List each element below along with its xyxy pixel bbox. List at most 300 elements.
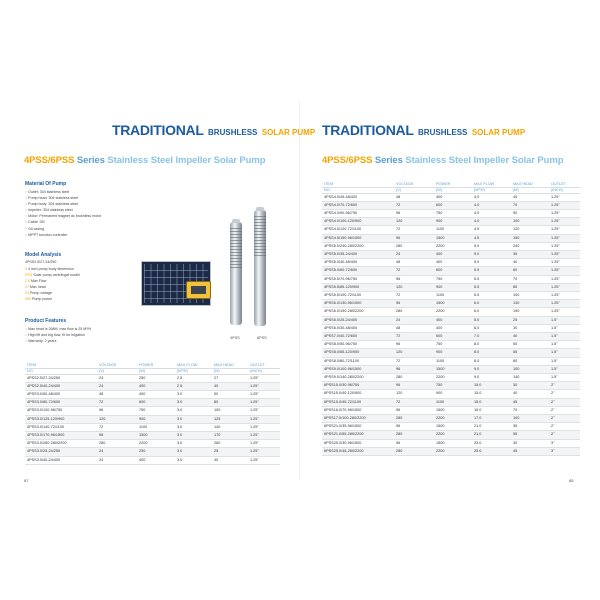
table-cell: 5.0 <box>472 242 511 250</box>
table-cell: 96 <box>394 341 434 349</box>
table-cell: 4.0 <box>472 210 511 218</box>
table-cell: 5.5 <box>472 283 511 291</box>
table-cell: 4PSS6.0/190-280/2200 <box>322 308 394 316</box>
table-cell: 4PSS9.0/100-96/1500 <box>322 365 394 373</box>
table-cell: 4PSS5.5/85-120/900 <box>322 283 394 291</box>
table-row <box>25 382 280 390</box>
table-cell: 900 <box>434 218 472 226</box>
column-unit: (W) <box>434 187 472 193</box>
table-cell: 72 <box>97 399 137 407</box>
table-cell: 120 <box>511 226 549 234</box>
model-code: 250 <box>25 297 31 302</box>
table-cell: 21.0 <box>472 431 511 439</box>
table-cell: 70 <box>511 275 549 283</box>
series-subtitle <box>24 155 265 166</box>
table-cell: 400 <box>434 193 472 201</box>
table-row <box>322 415 580 423</box>
subtitle-series: Series <box>374 155 403 166</box>
table-row <box>322 423 580 431</box>
table-cell: 24 <box>97 448 137 456</box>
page-number: 87 <box>24 478 29 483</box>
table-cell: 400 <box>434 324 472 332</box>
table-cell: 240 <box>511 242 549 250</box>
features-heading: Product Features <box>25 318 67 324</box>
table-cell: 30 <box>511 382 549 390</box>
table-cell: 1.25" <box>248 432 280 440</box>
table-cell: 1.5" <box>549 324 580 332</box>
table-row <box>25 432 280 440</box>
material-item: ○ Impeller: 304 stainless steel <box>25 207 101 213</box>
table-row <box>322 406 580 414</box>
table-row <box>322 201 580 209</box>
table-cell: 750 <box>434 341 472 349</box>
table-cell: 4PSS2.5/40-24/400 <box>25 382 97 390</box>
table-cell: 96 <box>97 407 137 415</box>
table-cell: 4PSS5.0/40-48/400 <box>322 259 394 267</box>
table-row <box>322 218 580 226</box>
table-cell: 6PSS25.0/30-96/1500 <box>322 439 394 447</box>
table-cell: 15.0 <box>472 382 511 390</box>
table-cell: 25.0 <box>472 447 511 455</box>
table-row <box>322 324 580 332</box>
table-cell: 250 <box>137 448 175 456</box>
table-cell: 1.25" <box>248 407 280 415</box>
table-cell: 1100 <box>137 423 175 431</box>
table-cell: 1.25" <box>248 415 280 423</box>
pump-label-6pss: 6PSS <box>257 336 267 340</box>
table-cell: 1.25" <box>248 423 280 431</box>
table-cell: 140 <box>511 374 549 382</box>
table-cell: 72 <box>394 357 434 365</box>
table-cell: 6.0 <box>472 308 511 316</box>
table-cell: 1.25" <box>248 382 280 390</box>
model-code: PSS <box>25 273 33 278</box>
column-unit: NO. <box>25 368 97 374</box>
table-cell: 2200 <box>434 431 472 439</box>
table-cell: 4PSS4.0/90-96/750 <box>322 210 394 218</box>
column-header: MAX FLOW <box>175 363 212 368</box>
table-cell: 280 <box>394 431 434 439</box>
right-page <box>300 0 600 600</box>
table-cell: 35 <box>511 251 549 259</box>
pump-4pss-image <box>230 222 242 325</box>
table-cell: 4PSS6.0/30-48/400 <box>322 324 394 332</box>
table-cell: 2" <box>549 382 580 390</box>
table-row <box>322 365 580 373</box>
title-brushless: BRUSHLESS <box>418 128 468 137</box>
table-cell: 5.5 <box>472 292 511 300</box>
subtitle-description: Stainless Steel Impeller Solar Pump <box>405 155 564 166</box>
table-cell: 1.25" <box>549 210 580 218</box>
subtitle-series: Series <box>76 155 105 166</box>
table-cell: 600 <box>137 399 175 407</box>
model-meaning: Pump voltage <box>30 291 52 296</box>
table-cell: 4PSS5.0/60-72/600 <box>322 267 394 275</box>
subtitle-model: 4PSS/6PSS <box>24 155 75 166</box>
model-analysis-item <box>25 296 80 302</box>
table-cell: 4PSS3.0/25-24/250 <box>25 448 97 456</box>
table-cell: 1500 <box>434 234 472 242</box>
table-cell: 96 <box>394 234 434 242</box>
table-cell: 280 <box>97 440 137 448</box>
table-row <box>25 407 280 415</box>
table-cell: 3" <box>549 447 580 455</box>
column-unit: (W) <box>137 368 175 374</box>
table-cell: 40 <box>511 259 549 267</box>
table-cell: 96 <box>394 275 434 283</box>
table-cell: 1.25" <box>549 226 580 234</box>
table-cell: 48 <box>97 391 137 399</box>
table-cell: 3.0 <box>175 432 212 440</box>
features-list <box>25 326 91 344</box>
model-meaning: Max Flow <box>31 279 47 284</box>
table-cell: 24 <box>97 374 137 382</box>
title-solar-pump: SOLAR PUMP <box>471 128 526 137</box>
table-cell: 6PSS15.0/30-96/750 <box>322 382 394 390</box>
material-item: ○ Outlet: 304 stainless steel <box>25 189 101 195</box>
table-cell: 4PSS8.0/80-72/1100 <box>322 357 394 365</box>
table-cell: 400 <box>434 251 472 259</box>
table-cell: 4PSS6.0/130-96/1500 <box>322 300 394 308</box>
table-cell: 1500 <box>434 406 472 414</box>
table-cell: 1.25" <box>549 218 580 226</box>
table-cell: 280 <box>394 374 434 382</box>
table-cell: 1500 <box>434 365 472 373</box>
table-cell: 1500 <box>137 432 175 440</box>
table-cell: 4PSS3.0/125-120/900 <box>25 415 97 423</box>
table-cell: 1100 <box>434 292 472 300</box>
column-header: ITEM <box>322 182 394 187</box>
table-cell: 4PSS5.5/100-72/1100 <box>322 292 394 300</box>
table-cell: 280 <box>394 415 434 423</box>
table-cell: 50 <box>212 391 248 399</box>
table-cell: 40 <box>212 456 248 464</box>
table-cell: 120 <box>394 283 434 291</box>
table-cell: 24 <box>394 316 434 324</box>
table-row <box>322 374 580 382</box>
table-cell: 24 <box>394 251 434 259</box>
feature-item: ○ Max head is 268M, max flow is 25 M³/H <box>25 326 91 332</box>
table-cell: 100 <box>511 415 549 423</box>
model-analysis-list <box>25 266 80 303</box>
table-cell: 400 <box>137 391 175 399</box>
table-cell: 130 <box>511 300 549 308</box>
material-item: ○ Pump body: 304 stainless steel <box>25 201 101 207</box>
table-cell: 1.5" <box>549 333 580 341</box>
model-code: 24 <box>25 291 29 296</box>
table-cell: 2" <box>549 390 580 398</box>
column-header: MAX FLOW <box>472 182 511 187</box>
table-cell: 750 <box>434 275 472 283</box>
column-header: MAX HEAD <box>212 363 248 368</box>
column-header: OUTLET <box>549 182 580 187</box>
table-cell: 4PSS5.0/35-24/400 <box>322 251 394 259</box>
table-cell: 4PSS8.0/50-96/750 <box>322 341 394 349</box>
table-cell: 100 <box>511 365 549 373</box>
table-cell: 1500 <box>434 300 472 308</box>
table-cell: 600 <box>434 333 472 341</box>
material-item: ○ Motor: Permanent magnet dc brushless motor <box>25 213 101 219</box>
table-row <box>25 374 280 382</box>
table-cell: 2" <box>549 406 580 414</box>
table-cell: 6.0 <box>472 300 511 308</box>
table-cell: 4PSS5.5/70-96/750 <box>322 275 394 283</box>
table-row <box>322 242 580 250</box>
table-cell: 1.25" <box>549 275 580 283</box>
table-cell: 3.0 <box>175 423 212 431</box>
table-cell: 24 <box>97 382 137 390</box>
table-row <box>322 431 580 439</box>
table-row <box>322 447 580 455</box>
table-cell: 16.0 <box>472 406 511 414</box>
table-cell: 72 <box>394 398 434 406</box>
table-row <box>322 283 580 291</box>
table-cell: 80 <box>212 399 248 407</box>
subtitle-model: 4PSS/6PSS <box>322 155 373 166</box>
table-row <box>322 292 580 300</box>
table-cell: 3.0 <box>175 440 212 448</box>
table-cell: 96 <box>394 300 434 308</box>
table-cell: 5.0 <box>472 259 511 267</box>
table-cell: 15.0 <box>472 398 511 406</box>
table-row <box>25 456 280 464</box>
pump-6pss-image <box>254 210 266 326</box>
table-cell: 2200 <box>434 308 472 316</box>
column-header: VOLTAGE <box>97 363 137 368</box>
table-cell: 96 <box>394 423 434 431</box>
table-cell: 1.25" <box>549 193 580 201</box>
table-cell: 2" <box>549 398 580 406</box>
table-cell: 1.25" <box>549 251 580 259</box>
table-cell: 25.0 <box>472 439 511 447</box>
table-cell: 48 <box>394 259 434 267</box>
table-cell: 120 <box>97 415 137 423</box>
table-cell: 5.5 <box>472 275 511 283</box>
table-cell: 35 <box>511 423 549 431</box>
table-cell: 4.0 <box>472 218 511 226</box>
table-cell: 4PSS3.0/260-280/2200 <box>25 440 97 448</box>
table-cell: 280 <box>394 308 434 316</box>
table-cell: 5.0 <box>472 316 511 324</box>
table-cell: 48 <box>394 193 434 201</box>
table-row <box>322 259 580 267</box>
pump-label-4pss: 4PSS <box>230 336 240 340</box>
table-cell: 72 <box>394 226 434 234</box>
table-cell: 4.5 <box>472 234 511 242</box>
table-cell: 96 <box>394 365 434 373</box>
table-cell: 60 <box>511 267 549 275</box>
table-cell: 4PSS4.0/70-72/600 <box>322 201 394 209</box>
table-cell: 600 <box>434 267 472 275</box>
table-cell: 4PSS3.0/170-96/1500 <box>25 432 97 440</box>
model-meaning: Max head <box>30 285 46 290</box>
spec-table-left <box>25 363 280 465</box>
table-cell: 1500 <box>434 439 472 447</box>
table-cell: 1.5" <box>549 374 580 382</box>
table-cell: 1.5" <box>549 357 580 365</box>
table-cell: 70 <box>511 201 549 209</box>
table-row <box>322 382 580 390</box>
table-cell: 25 <box>212 448 248 456</box>
table-cell: 3.0 <box>175 407 212 415</box>
table-cell: 1.25" <box>549 201 580 209</box>
column-unit: (M) <box>511 187 549 193</box>
table-cell: 140 <box>212 423 248 431</box>
table-cell: 4PSS5.0/240-280/2200 <box>322 242 394 250</box>
table-cell: 280 <box>394 242 434 250</box>
table-cell: 9.0 <box>472 365 511 373</box>
column-unit: (V) <box>394 187 434 193</box>
table-cell: 4.0 <box>472 201 511 209</box>
table-cell: 900 <box>434 283 472 291</box>
material-heading: Material Of Pump <box>25 181 67 187</box>
table-cell: 600 <box>434 201 472 209</box>
table-cell: 4PSS3.0/80-72/600 <box>25 399 97 407</box>
table-row <box>25 399 280 407</box>
table-cell: 48 <box>394 324 434 332</box>
table-cell: 72 <box>394 267 434 275</box>
table-cell: 4PSS4.0/45-48/400 <box>322 193 394 201</box>
table-cell: 120 <box>394 218 434 226</box>
table-cell: 1.25" <box>248 399 280 407</box>
table-cell: 2.5 <box>175 374 212 382</box>
title-brushless: BRUSHLESS <box>208 128 258 137</box>
column-header: ITEM <box>25 363 97 368</box>
table-cell: 1.25" <box>549 234 580 242</box>
table-cell: 125 <box>212 415 248 423</box>
table-cell: 2200 <box>434 447 472 455</box>
column-unit: (INCH) <box>549 187 580 193</box>
table-cell: 27 <box>212 374 248 382</box>
table-cell: 6.0 <box>472 324 511 332</box>
table-cell: 750 <box>434 382 472 390</box>
controller-image <box>186 281 211 299</box>
table-cell: 8.0 <box>472 349 511 357</box>
table-row <box>25 391 280 399</box>
table-cell: 25 <box>511 316 549 324</box>
table-cell: 400 <box>137 456 175 464</box>
column-unit: (V) <box>97 368 137 374</box>
table-cell: 2" <box>549 431 580 439</box>
table-cell: 100 <box>511 218 549 226</box>
table-cell: 4PSS6.0/25-24/400 <box>322 316 394 324</box>
table-cell: 900 <box>434 390 472 398</box>
table-row <box>322 308 580 316</box>
table-cell: 2" <box>549 423 580 431</box>
table-row <box>322 333 580 341</box>
table-cell: 85 <box>511 283 549 291</box>
table-cell: 250 <box>137 374 175 382</box>
table-cell: 1.25" <box>549 300 580 308</box>
table-cell: 4PSS4.5/120-72/1100 <box>322 226 394 234</box>
material-list <box>25 189 101 238</box>
table-cell: 7.0 <box>472 333 511 341</box>
table-cell: 1.25" <box>549 283 580 291</box>
table-row <box>322 439 580 447</box>
table-cell: 4PSS3.0/40-24/400 <box>25 456 97 464</box>
table-cell: 6PSS17.0/100-280/2200 <box>322 415 394 423</box>
table-cell: 1.25" <box>549 267 580 275</box>
table-cell: 400 <box>434 259 472 267</box>
table-cell: 40 <box>511 390 549 398</box>
table-cell: 24 <box>97 456 137 464</box>
table-cell: 1.25" <box>248 374 280 382</box>
table-cell: 4PSS7.0/40-72/600 <box>322 333 394 341</box>
column-unit: (M) <box>212 368 248 374</box>
table-cell: 150 <box>511 234 549 242</box>
table-cell: 170 <box>212 432 248 440</box>
column-header: OUTLET <box>248 363 280 368</box>
table-cell: 4PSS3.0/100-96/750 <box>25 407 97 415</box>
table-cell: 120 <box>394 390 434 398</box>
table-cell: 280 <box>394 447 434 455</box>
table-cell: 55 <box>511 431 549 439</box>
table-row <box>322 357 580 365</box>
table-cell: 1500 <box>434 423 472 431</box>
table-row <box>25 423 280 431</box>
table-cell: 1.5" <box>549 341 580 349</box>
table-cell: 70 <box>511 406 549 414</box>
table-row <box>25 448 280 456</box>
table-cell: 2.5 <box>175 382 212 390</box>
table-cell: 6PSS15.0/40-120/900 <box>322 390 394 398</box>
column-header: POWER <box>137 363 175 368</box>
column-unit: (INCH) <box>248 368 280 374</box>
table-cell: 2" <box>549 415 580 423</box>
table-cell: 72 <box>394 292 434 300</box>
table-row <box>322 349 580 357</box>
table-row <box>322 226 580 234</box>
table-cell: 96 <box>394 406 434 414</box>
table-cell: 100 <box>212 407 248 415</box>
table-cell: 21.0 <box>472 423 511 431</box>
table-cell: 400 <box>434 316 472 324</box>
table-cell: 4.5 <box>472 226 511 234</box>
table-row <box>322 398 580 406</box>
table-cell: 17.0 <box>472 415 511 423</box>
table-cell: 1.25" <box>549 292 580 300</box>
table-cell: 5.0 <box>472 251 511 259</box>
page-number: 88 <box>569 478 574 483</box>
table-cell: 260 <box>212 440 248 448</box>
table-cell: 4PSS3.0/140-72/1100 <box>25 423 97 431</box>
title-traditional: TRADITIONAL <box>112 122 204 138</box>
table-cell: 3.0 <box>175 456 212 464</box>
material-item: ○ Oil casing <box>25 226 101 232</box>
table-cell: 72 <box>394 201 434 209</box>
table-cell: 6PSS15.0/45-72/1100 <box>322 398 394 406</box>
table-cell: 1.25" <box>248 448 280 456</box>
model-analysis-example: 4PSS2.5/27-24/250 <box>25 260 57 264</box>
table-cell: 1.25" <box>248 391 280 399</box>
table-cell: 9.0 <box>472 374 511 382</box>
series-subtitle <box>322 155 563 166</box>
table-cell: 8.0 <box>472 357 511 365</box>
table-row <box>322 210 580 218</box>
model-analysis-heading: Model Analysis <box>25 252 62 258</box>
table-cell: 6PSS25.0/45-280/2200 <box>322 447 394 455</box>
model-code: 2.5 <box>25 279 30 284</box>
table-row <box>322 390 580 398</box>
table-cell: 72 <box>97 423 137 431</box>
column-header: VOLTAGE <box>394 182 434 187</box>
table-cell: 2200 <box>434 374 472 382</box>
table-row <box>322 193 580 201</box>
table-cell: 750 <box>434 210 472 218</box>
model-meaning: Solar pump centrifugal model <box>33 273 80 278</box>
table-row <box>322 234 580 242</box>
table-cell: 96 <box>394 439 434 447</box>
